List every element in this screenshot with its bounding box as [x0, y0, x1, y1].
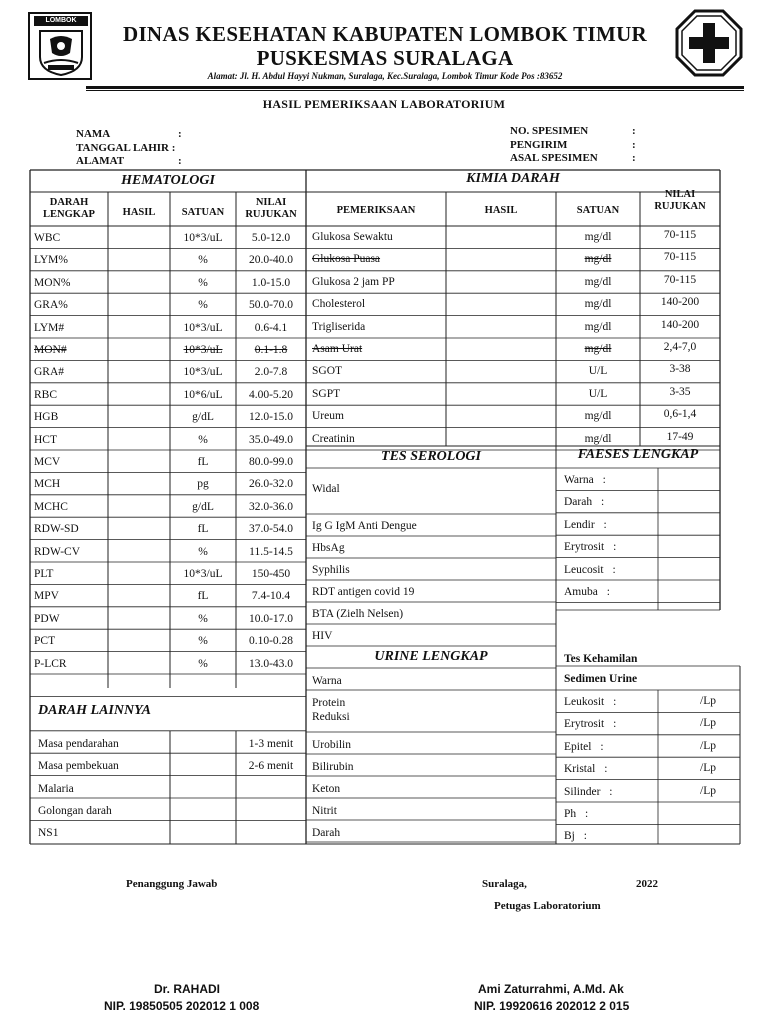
hematologi-satuan: fL	[197, 590, 209, 603]
kimia-rujukan: 70-115	[663, 251, 697, 264]
sedimen-param: Epitel :	[564, 740, 604, 753]
urine-hasil-field[interactable]	[406, 754, 556, 776]
colon: :	[632, 139, 636, 151]
hematologi-satuan: 10*3/uL	[183, 568, 223, 580]
kimia-satuan: mg/dl	[584, 231, 612, 243]
sedimen-title: Sedimen Urine	[564, 673, 638, 685]
sedimen-param: Kristal :	[564, 763, 608, 776]
urine-hasil-field[interactable]	[406, 668, 556, 690]
serologi-param: Widal	[312, 483, 340, 495]
right-signer-nip: NIP. 19920616 202012 2 015	[474, 999, 630, 1013]
hematologi-param: MPV	[34, 590, 59, 603]
left-signer-name: Dr. RAHADI	[154, 982, 221, 996]
hematologi-rujukan: 0.1-1.8	[254, 344, 288, 356]
hematologi-rujukan: 150-450	[251, 568, 291, 580]
hematologi-param: RDW-CV	[34, 545, 80, 558]
hematologi-param: LYM#	[34, 321, 65, 334]
unit-lp: /Lp	[700, 717, 716, 730]
kimia-hasil-field[interactable]	[446, 428, 556, 450]
label-asal-spesimen: ASAL SPESIMEN	[510, 152, 598, 164]
urine-param: Keton	[312, 783, 341, 795]
kimia-rujukan: 140-200	[660, 296, 700, 309]
kimia-hasil-field[interactable]	[446, 316, 556, 338]
hematologi-rujukan: 13.0-43.0	[248, 657, 294, 670]
hematologi-hasil-field[interactable]	[108, 383, 170, 405]
hematologi-rujukan: 26.0-32.0	[248, 478, 294, 491]
kimia-param: Cholesterol	[312, 298, 366, 311]
hematologi-satuan: 10*6/uL	[183, 388, 223, 401]
hematologi-rujukan: 35.0-49.0	[248, 433, 294, 446]
urine-hasil-field[interactable]	[406, 798, 556, 820]
hematologi-satuan: 10*3/uL	[183, 321, 223, 334]
hematologi-rujukan: 37.0-54.0	[248, 523, 294, 536]
document-title: HASIL PEMERIKSAAN LABORATORIUM	[262, 97, 506, 111]
kimia-satuan: mg/dl	[584, 298, 612, 311]
hematologi-satuan: %	[198, 635, 208, 648]
hematologi-param: PCT	[34, 635, 56, 648]
kimia-rujukan: 0,6-1,4	[663, 408, 697, 421]
hematologi-rujukan: 0.10-0.28	[248, 635, 294, 648]
serologi-hasil-field[interactable]	[446, 514, 556, 536]
serologi-param: HbsAg	[312, 542, 345, 554]
hematologi-param: MON%	[34, 276, 71, 289]
sedimen-hasil-field[interactable]	[658, 780, 740, 802]
hematologi-satuan: %	[198, 254, 208, 267]
sedimen-param: Bj :	[564, 830, 587, 843]
darah-lainnya-hasil-field[interactable]	[170, 820, 236, 842]
hematologi-rujukan: 0.6-4.1	[254, 321, 288, 334]
kimia-hasil-field[interactable]	[446, 248, 556, 270]
hematologi-satuan: g/dL	[192, 411, 214, 424]
urine-hasil-field[interactable]	[406, 690, 556, 732]
faeses-param: Erytrosit :	[564, 541, 617, 554]
hematologi-param: RBC	[34, 388, 58, 401]
unit-lp: /Lp	[700, 695, 716, 707]
unit-lp: /Lp	[700, 739, 716, 752]
label-nama: NAMA	[76, 128, 111, 140]
darah-lainnya-rujukan: 2-6 menit	[248, 760, 294, 773]
hematologi-param: MCHC	[34, 500, 68, 513]
hematologi-satuan: 10*3/uL	[183, 344, 223, 356]
hematologi-param: LYM%	[34, 254, 68, 267]
place-label: Suralaga,	[482, 878, 527, 890]
kimia-header: NILAI RUJUKAN	[654, 189, 706, 212]
hematologi-satuan: fL	[197, 456, 209, 468]
faeses-hasil-field[interactable]	[658, 558, 720, 580]
faeses-hasil-field[interactable]	[658, 580, 720, 602]
kimia-param: Glukosa Sewaktu	[312, 231, 393, 243]
hematologi-hasil-field[interactable]	[108, 562, 170, 584]
hematologi-rujukan: 10.0-17.0	[248, 612, 294, 625]
urine-param: Protein	[312, 697, 346, 709]
kimia-param: SGPT	[312, 387, 341, 400]
label-no-spesimen: NO. SPESIMEN	[510, 125, 589, 137]
colon: :	[582, 808, 589, 820]
sedimen-hasil-field[interactable]	[658, 757, 740, 779]
label-alamat: ALAMAT	[76, 155, 125, 167]
faeses-param: Darah :	[564, 496, 605, 509]
kimia-param: Glukosa 2 jam PP	[312, 275, 395, 288]
right-signer-name: Ami Zaturrahmi, A.Md. Ak	[478, 982, 624, 996]
hematologi-param: MON#	[34, 344, 67, 356]
hematologi-satuan: g/dL	[192, 500, 214, 513]
hematologi-hasil-field[interactable]	[108, 540, 170, 562]
kimia-hasil-field[interactable]	[446, 293, 556, 315]
sedimen-hasil-field[interactable]	[658, 690, 740, 712]
serologi-param: Syphilis	[312, 564, 350, 576]
label-pengirim: PENGIRIM	[510, 139, 568, 151]
hematologi-header: DARAH LENGKAP	[43, 197, 95, 220]
hematologi-param: GRA#	[34, 366, 65, 379]
faeses-param: Amuba :	[564, 586, 610, 598]
colon: :	[178, 128, 182, 140]
hematologi-rujukan: 1.0-15.0	[251, 276, 291, 289]
serologi-param: Ig G IgM Anti Dengue	[312, 520, 417, 532]
urine-param: Urobilin	[312, 739, 351, 751]
kimia-satuan: mg/dl	[584, 343, 612, 355]
serologi-hasil-field[interactable]	[446, 558, 556, 580]
faeses-title: FAESES LENGKAP	[577, 447, 699, 462]
hematologi-hasil-field[interactable]	[108, 405, 170, 427]
serologi-param: BTA (Zielh Nelsen)	[312, 608, 404, 620]
agency-title: DINAS KESEHATAN KABUPATEN LOMBOK TIMUR	[122, 22, 647, 46]
darah-lainnya-title: DARAH LAINNYA	[38, 703, 151, 719]
label-tanggal-lahir: TANGGAL LAHIR :	[76, 142, 176, 154]
hematologi-param: MCV	[34, 456, 61, 468]
hematologi-param: P-LCR	[34, 657, 67, 670]
kimia-rujukan: 17-49	[666, 430, 694, 443]
kimia-header: HASIL	[484, 205, 518, 216]
colon: :	[610, 696, 617, 708]
darah-lainnya-hasil-field[interactable]	[170, 753, 236, 775]
kimia-header: PEMERIKSAAN	[336, 205, 416, 216]
kimia-title: KIMIA DARAH	[466, 171, 560, 186]
hematologi-satuan: 10*3/uL	[183, 366, 223, 379]
faeses-hasil-field[interactable]	[658, 490, 720, 512]
hematologi-satuan: %	[198, 433, 208, 446]
kimia-rujukan: 140-200	[660, 318, 700, 331]
sedimen-hasil-field[interactable]	[658, 712, 740, 734]
hematologi-param: GRA%	[34, 299, 68, 312]
serologi-param: HIV	[312, 630, 333, 642]
hematologi-hasil-field[interactable]	[108, 428, 170, 450]
kimia-satuan: U/L	[588, 365, 608, 378]
penanggung-jawab-label: Penanggung Jawab	[126, 878, 218, 890]
hematologi-hasil-field[interactable]	[108, 517, 170, 539]
urine-param: Nitrit	[312, 805, 337, 817]
colon: :	[601, 763, 608, 776]
kimia-rujukan: 70-115	[663, 229, 697, 241]
faeses-param: Lendir :	[564, 518, 607, 531]
hematologi-hasil-field[interactable]	[108, 629, 170, 651]
colon: :	[606, 785, 613, 798]
hematologi-hasil-field[interactable]	[108, 293, 170, 315]
darah-lainnya-rujukan: 1-3 menit	[248, 737, 294, 750]
kimia-rujukan: 2,4-7,0	[663, 341, 697, 353]
hematologi-param: HGB	[34, 411, 59, 424]
hematologi-hasil-field[interactable]	[108, 316, 170, 338]
hematologi-param: PLT	[34, 568, 54, 580]
kimia-param: Creatinin	[312, 432, 355, 445]
hematologi-hasil-field[interactable]	[108, 338, 170, 360]
serologi-hasil-field[interactable]	[446, 602, 556, 624]
kimia-rujukan: 3-35	[669, 385, 691, 398]
kimia-hasil-field[interactable]	[446, 405, 556, 427]
kimia-satuan: mg/dl	[584, 320, 612, 333]
hematologi-rujukan: 4.00-5.20	[248, 388, 294, 401]
hematologi-param: WBC	[34, 232, 61, 244]
colon: :	[610, 541, 617, 554]
sedimen-hasil-field[interactable]	[658, 802, 740, 824]
kimia-param: SGOT	[312, 365, 343, 378]
hematologi-hasil-field[interactable]	[108, 607, 170, 629]
serologi-hasil-field[interactable]	[446, 580, 556, 602]
kimia-hasil-field[interactable]	[446, 226, 556, 248]
hematologi-hasil-field[interactable]	[108, 271, 170, 293]
hematologi-satuan: 10*3/uL	[183, 232, 223, 244]
serologi-param: RDT antigen covid 19	[312, 586, 415, 598]
kimia-hasil-field[interactable]	[446, 338, 556, 360]
hematologi-hasil-field[interactable]	[108, 360, 170, 382]
hematologi-satuan: %	[198, 276, 208, 289]
hematologi-hasil-field[interactable]	[108, 584, 170, 606]
darah-lainnya-hasil-field[interactable]	[170, 798, 236, 820]
sedimen-param: Leukosit :	[564, 696, 617, 708]
faeses-hasil-field[interactable]	[658, 535, 720, 557]
colon: :	[580, 830, 587, 843]
colon: :	[597, 740, 604, 753]
sedimen-hasil-field[interactable]	[658, 824, 740, 846]
serologi-hasil-field[interactable]	[446, 536, 556, 558]
hematologi-satuan: pg	[197, 478, 209, 491]
hematologi-satuan: %	[198, 657, 208, 670]
logo-text: LOMBOK TIMUR	[34, 16, 88, 26]
hematologi-param: MCH	[34, 478, 61, 491]
sedimen-hasil-field[interactable]	[658, 735, 740, 757]
hematologi-title: HEMATOLOGI	[121, 173, 215, 188]
hematologi-satuan: fL	[197, 523, 209, 536]
hematologi-rujukan: 5.0-12.0	[251, 232, 291, 244]
hematologi-param: HCT	[34, 433, 57, 446]
unit-lp: /Lp	[700, 762, 716, 775]
kehamilan-title: Tes Kehamilan	[564, 653, 638, 665]
kimia-hasil-field[interactable]	[446, 383, 556, 405]
serologi-hasil-field[interactable]	[446, 624, 556, 646]
kimia-rujukan: 3-38	[669, 363, 691, 376]
hematologi-hasil-field[interactable]	[108, 248, 170, 270]
hematologi-rujukan: 32.0-36.0	[248, 500, 294, 513]
kimia-rujukan: 70-115	[663, 273, 697, 286]
urine-param: Bilirubin	[312, 761, 354, 773]
hematologi-rujukan: 80.0-99.0	[248, 456, 294, 468]
year-label: 2022	[636, 878, 658, 890]
hematologi-hasil-field[interactable]	[108, 495, 170, 517]
colon: :	[632, 152, 636, 164]
darah-lainnya-param: Malaria	[38, 782, 74, 795]
hematologi-header: SATUAN	[181, 207, 225, 218]
faeses-param: Warna :	[564, 474, 606, 486]
serologi-hasil-field[interactable]	[446, 468, 556, 514]
colon: :	[609, 563, 616, 576]
hematologi-rujukan: 7.4-10.4	[251, 590, 291, 603]
serologi-title: TES SEROLOGI	[381, 449, 481, 464]
left-signer-nip: NIP. 19850505 202012 1 008	[104, 999, 260, 1013]
hematologi-satuan: %	[198, 545, 208, 558]
darah-lainnya-param: Masa pendarahan	[38, 737, 119, 750]
urine-title: URINE LENGKAP	[374, 649, 488, 664]
petugas-label: Petugas Laboratorium	[494, 900, 601, 912]
hematologi-satuan: %	[198, 612, 208, 625]
hematologi-rujukan: 11.5-14.5	[249, 545, 293, 558]
colon: :	[598, 496, 605, 509]
hematologi-hasil-field[interactable]	[108, 226, 170, 248]
kimia-satuan: U/L	[588, 387, 608, 400]
faeses-hasil-field[interactable]	[658, 513, 720, 535]
colon: :	[600, 518, 607, 531]
colon: :	[599, 474, 606, 486]
darah-lainnya-hasil-field[interactable]	[170, 731, 236, 753]
hematologi-hasil-field[interactable]	[108, 472, 170, 494]
hematologi-header: NILAI RUJUKAN	[245, 197, 297, 220]
faeses-param: Leucosit :	[564, 563, 616, 576]
kimia-param: Ureum	[312, 410, 344, 423]
kimia-satuan: mg/dl	[584, 432, 612, 445]
kimia-param: Glukosa Puasa	[312, 253, 381, 266]
hematologi-header: HASIL	[122, 207, 156, 218]
sedimen-param: Ph :	[564, 808, 589, 820]
kimia-param: Asam Urat	[312, 343, 363, 355]
address: Alamat: Jl. H. Abdul Hayyi Nukman, Suralaga, Kec.Suralaga, Lombok Timur Kode Pos :83652	[207, 71, 563, 81]
kimia-satuan: mg/dl	[584, 275, 612, 288]
hematologi-rujukan: 2.0-7.8	[254, 366, 288, 379]
darah-lainnya-param: Golongan darah	[38, 805, 112, 817]
unit-lp: /Lp	[700, 784, 716, 797]
kimia-satuan: mg/dl	[584, 253, 612, 266]
darah-lainnya-param: NS1	[38, 827, 59, 840]
hematologi-rujukan: 20.0-40.0	[248, 254, 294, 267]
hematologi-satuan: %	[198, 299, 208, 312]
colon: :	[178, 155, 182, 167]
darah-lainnya-param: Masa pembekuan	[38, 760, 119, 773]
kimia-satuan: mg/dl	[584, 410, 612, 423]
urine-param: Warna	[312, 675, 342, 687]
darah-lainnya-hasil-field[interactable]	[170, 776, 236, 798]
hematologi-rujukan: 12.0-15.0	[248, 411, 294, 424]
kimia-header: SATUAN	[576, 205, 620, 216]
urine-hasil-field[interactable]	[406, 732, 556, 754]
colon: :	[632, 125, 636, 137]
puskesmas-title: PUSKESMAS SURALAGA	[256, 46, 514, 70]
sedimen-param: Silinder :	[564, 785, 613, 798]
sedimen-param: Erytrosit :	[564, 718, 617, 731]
hematologi-hasil-field[interactable]	[108, 450, 170, 472]
urine-param: Reduksi	[312, 711, 350, 723]
kimia-hasil-field[interactable]	[446, 271, 556, 293]
hematologi-hasil-field[interactable]	[108, 652, 170, 674]
colon: :	[610, 718, 617, 731]
kimia-param: Trigliserida	[312, 320, 366, 333]
hematologi-param: PDW	[34, 612, 60, 625]
hematologi-rujukan: 50.0-70.0	[248, 299, 294, 312]
urine-hasil-field[interactable]	[406, 820, 556, 842]
hematologi-param: RDW-SD	[34, 523, 79, 536]
faeses-hasil-field[interactable]	[658, 468, 720, 490]
urine-hasil-field[interactable]	[406, 776, 556, 798]
colon: :	[603, 586, 610, 598]
urine-param: Darah	[312, 827, 341, 839]
kimia-hasil-field[interactable]	[446, 360, 556, 382]
